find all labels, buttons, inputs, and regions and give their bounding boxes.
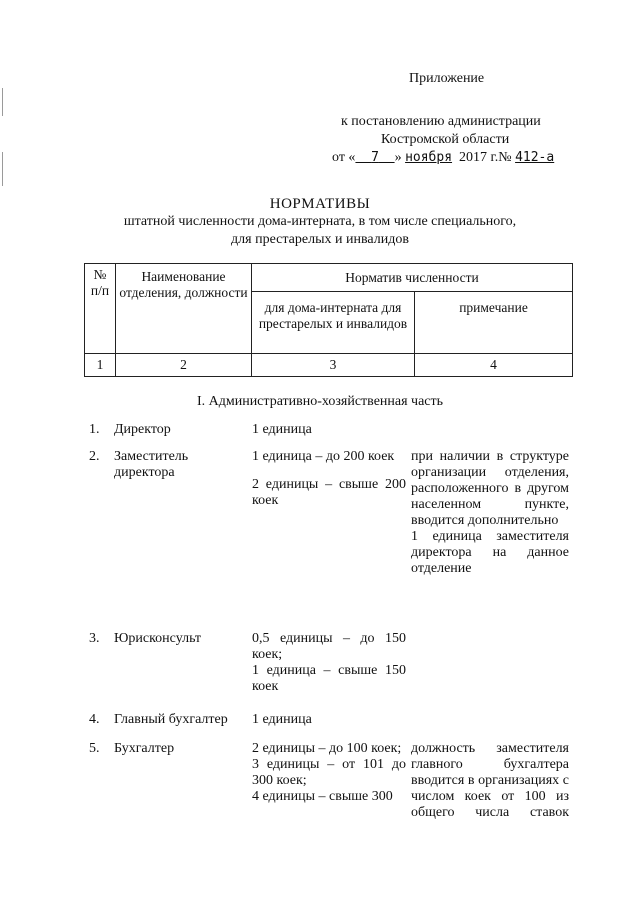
row-norm: [252, 449, 406, 509]
row-number: 1.: [89, 422, 100, 437]
col-index: 3: [252, 354, 415, 377]
col-header-note: примечание: [415, 292, 573, 354]
date-day: 7: [371, 150, 379, 165]
row-number: 5.: [89, 741, 100, 756]
row-position: Главный бухгалтер: [114, 712, 228, 727]
resolution-date-line: [332, 150, 554, 166]
norm-line: 1 единица – до 200 коек: [252, 449, 395, 464]
norm-line: 2 единицы – до 100 коек;: [252, 741, 402, 756]
col-index: 2: [116, 354, 252, 377]
col-index: 4: [415, 354, 573, 377]
note-line: при наличии в структуре организации отделения, расположенного в другом населенном пункте, вводится дополнительно: [411, 449, 569, 528]
norm-line: 1 единица – свыше 150 коек: [252, 663, 406, 694]
note-line: должность заместителя главного бухгалтера вводится в организациях с числом коек от 100 из общего числа ставок: [411, 741, 569, 820]
norm-line: 4 единицы – свыше 300: [252, 789, 393, 804]
row-position: Юрисконсульт: [114, 631, 202, 646]
row-norm: [252, 631, 406, 695]
document-title: НОРМАТИВЫ: [269, 196, 371, 212]
row-number: 2.: [89, 449, 100, 464]
section-title: I. Административно-хозяйственная часть: [196, 394, 444, 409]
row-norm: 1 единица: [252, 422, 312, 437]
resolution-line-2: Костромской области: [381, 132, 510, 147]
date-prefix: от «: [332, 150, 356, 165]
appendix-label: Приложение: [409, 71, 485, 86]
norm-line: 0,5 единицы – до 150 коек;: [252, 631, 406, 662]
col-header-number: № п/п: [85, 264, 116, 354]
document-subtitle-line-1: штатной численности дома-интерната, в том числе специального,: [123, 214, 517, 229]
document-subtitle-line-2: для престарелых и инвалидов: [231, 232, 409, 247]
row-norm: 1 единица: [252, 712, 312, 727]
col-header-norm-group: Норматив численности: [252, 264, 573, 292]
scan-edge-mark: [2, 88, 3, 116]
row-number: 4.: [89, 712, 100, 727]
row-position: Директор: [114, 422, 171, 437]
norm-line: 3 единицы – от 101 до 300 коек;: [252, 757, 406, 788]
scan-edge-mark: [2, 152, 3, 186]
row-position: Бухгалтер: [114, 741, 175, 756]
date-month: ноября: [405, 150, 453, 165]
col-header-name: Наименование отделения, должности: [116, 264, 252, 354]
norm-line: 2 единицы – свыше 200 коек: [252, 477, 406, 508]
row-norm: [252, 741, 406, 805]
row-number: 3.: [89, 631, 100, 646]
note-line: 1 единица заместителя директора на данное отделение: [411, 529, 569, 576]
row-note: [411, 449, 569, 577]
resolution-line-1: к постановлению администрации: [341, 114, 541, 129]
date-mid: »: [394, 150, 402, 165]
col-index: 1: [85, 354, 116, 377]
norms-table-header: [84, 263, 573, 377]
row-position: Заместитель директора: [114, 449, 189, 480]
document-number: 412-а: [515, 150, 555, 165]
date-year: 2017 г.№: [459, 150, 512, 165]
col-header-norm: для дома-интерната для престарелых и инвалидов: [252, 292, 415, 354]
row-note: [411, 741, 569, 821]
